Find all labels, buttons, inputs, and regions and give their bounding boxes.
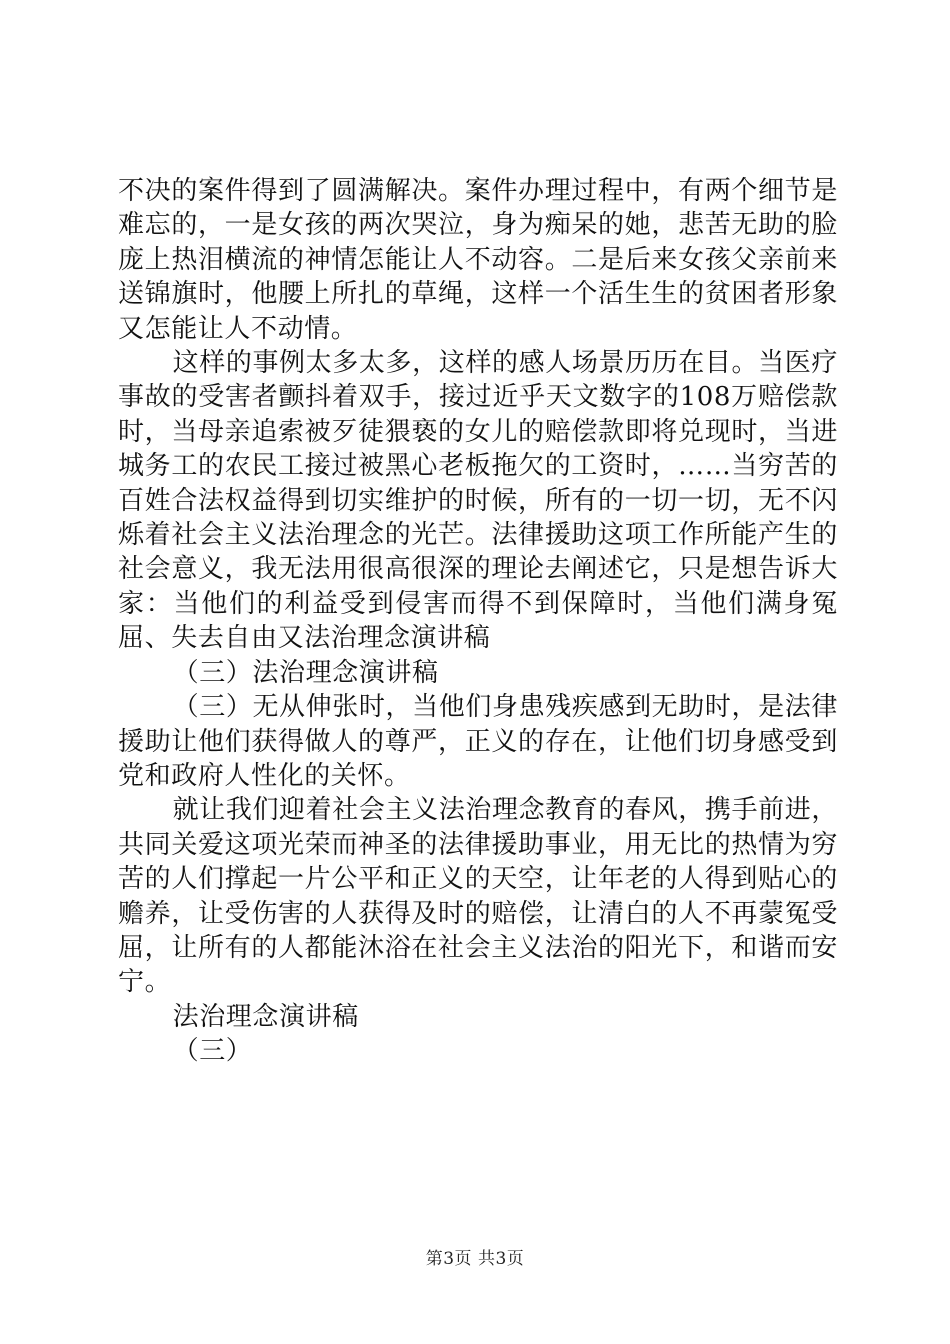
paragraph-examples: 这样的事例太多太多，这样的感人场景历历在目。当医疗事故的受害者颤抖着双手，接过近乎天文数字的108万赔偿款时，当母亲追索被歹徒猥亵的女儿的赔偿款即将兑现时，当进城务工的农民工接过被黑心老板拖欠的工资时，……当穷苦的百姓合法权益得到切实维护的时候，所有的一切一切，无不闪烁着社会主义法治理念的光芒。法律援助这项工作所能产生的社会意义，我无法用很高很深的理论去阐述它，只是想告诉大家：当他们的利益受到侵害而得不到保障时，当他们满身冤屈、失去自由又法治理念演讲稿: [118, 348, 838, 654]
paragraph-legal-aid-dignity: （三）无从伸张时，当他们身患残疾感到无助时，是法律援助让他们获得做人的尊严，正义的存在，让他们切身感受到党和政府人性化的关怀。: [118, 692, 838, 791]
paragraph-closing-appeal: 就让我们迎着社会主义法治理念教育的春风，携手前进，共同关爱这项光荣而神圣的法律援助事业，用无比的热情为穷苦的人们撑起一片公平和正义的天空，让年老的人得到贴心的赡养，让受伤害的人获得及时的赔偿，让清白的人不再蒙冤受屈，让所有的人都能沐浴在社会主义法治的阳光下，和谐而安宁。: [118, 795, 838, 998]
paragraph-heading-three: （三）法治理念演讲稿: [172, 657, 439, 688]
page-footer: 第3页 共3页: [425, 1249, 525, 1269]
paragraph-title-repeat: 法治理念演讲稿: [172, 1001, 359, 1032]
paragraph-case-resolution: 不决的案件得到了圆满解决。案件办理过程中，有两个细节是难忘的，一是女孩的两次哭泣，身为痴呆的她，悲苦无助的脸庞上热泪横流的神情怎能让人不动容。二是后来女孩父亲前来送锦旗时，他腰上所扎的草绳，这样一个活生生的贫困者形象又怎能让人不动情。: [118, 176, 838, 344]
document-body: [118, 174, 838, 1069]
paragraph-section-marker: （三）: [172, 1036, 253, 1067]
